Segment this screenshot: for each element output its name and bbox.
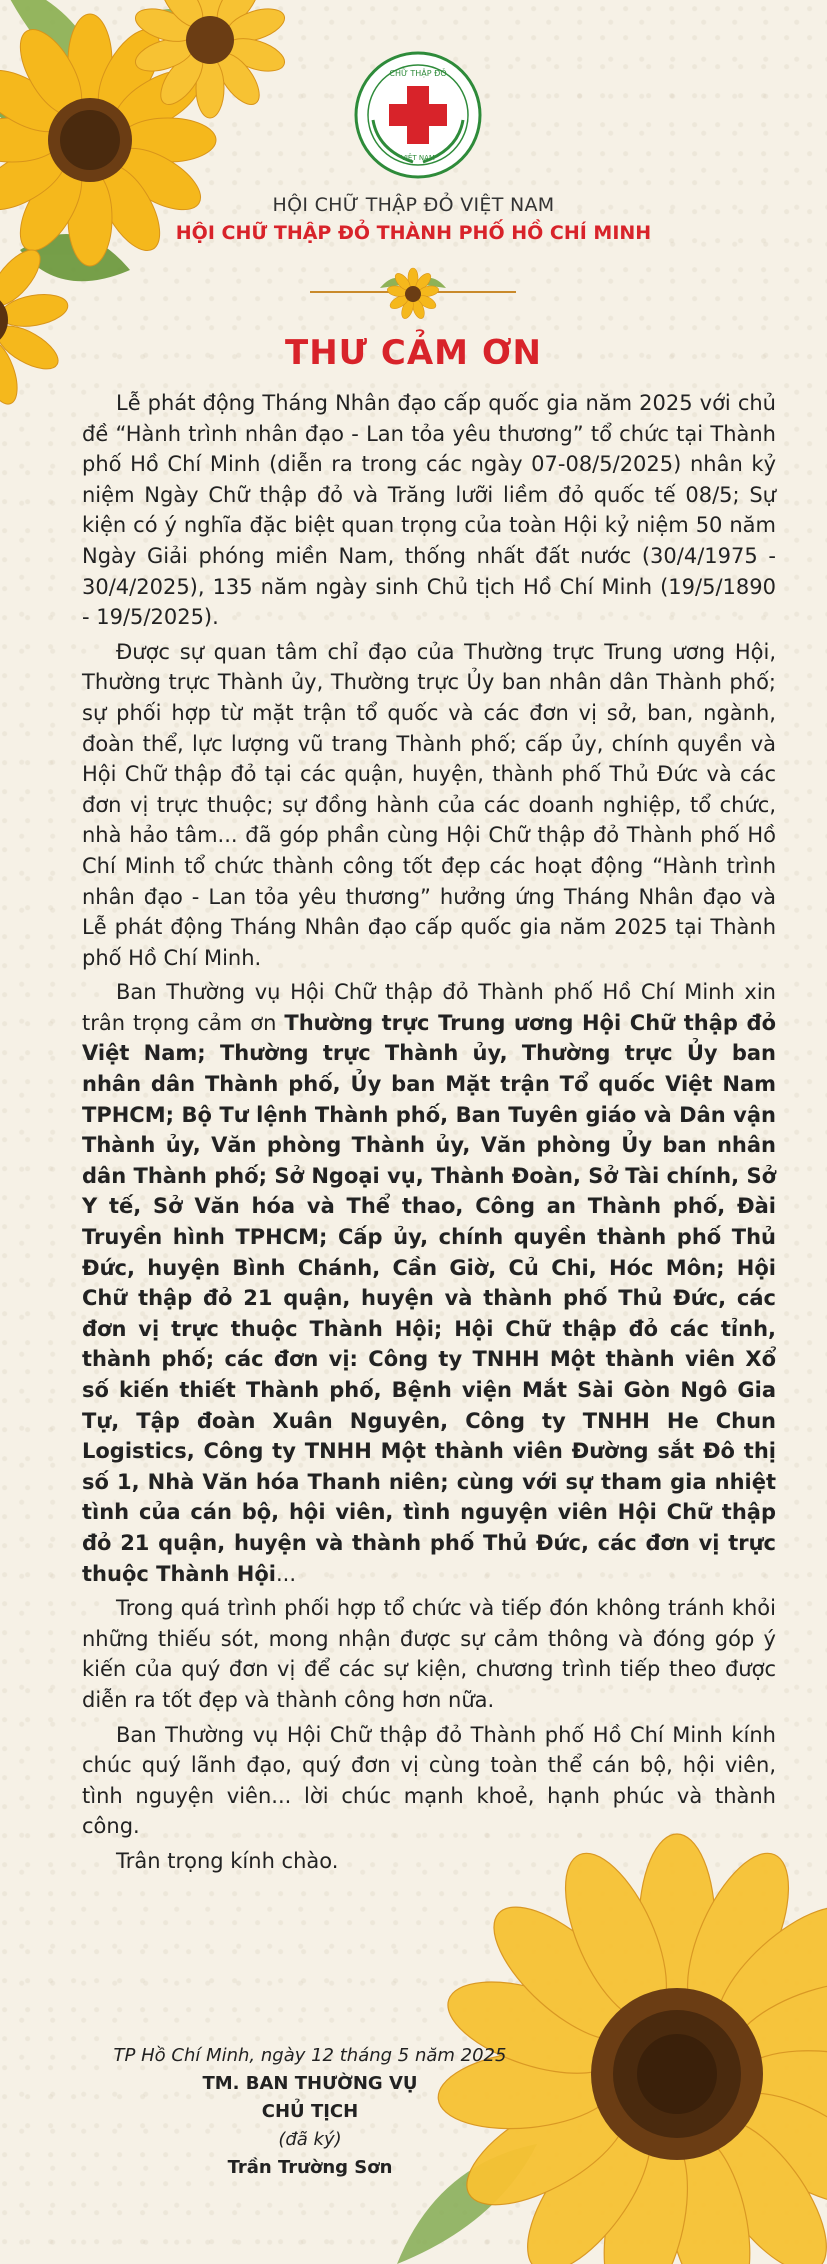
paragraph-3-ellipsis: ... bbox=[275, 1561, 297, 1586]
org-national-name: HỘI CHỮ THẬP ĐỎ VIỆT NAM bbox=[272, 194, 555, 216]
signed-note: (đã ký) bbox=[278, 2129, 342, 2150]
signature-block bbox=[110, 2042, 510, 2182]
signer-name: Trần Trường Sơn bbox=[227, 2157, 393, 2178]
sunflower-divider-icon bbox=[310, 258, 516, 322]
paragraph-5: Ban Thường vụ Hội Chữ thập đỏ Thành phố Hồ Chí Minh kính chúc quý lãnh đạo, quý đơn vị cùng toàn thể cán bộ, hội viên, tình nguyện viên... lời chúc mạnh khoẻ, hạnh phúc và thành công. bbox=[82, 1722, 776, 1839]
paragraph-6-closing: Trân trọng kính chào. bbox=[116, 1848, 339, 1873]
letter-title: THƯ CẢM ƠN bbox=[285, 333, 542, 373]
signature-on-behalf: TM. BAN THƯỜNG VỤ bbox=[202, 2073, 418, 2094]
letter-body bbox=[82, 388, 776, 1881]
logo-text-bottom: VIỆT NAM bbox=[401, 154, 435, 162]
logo-text-top: CHỮ THẬP ĐỎ bbox=[389, 69, 447, 78]
red-cross-logo bbox=[353, 50, 483, 180]
paragraph-3 bbox=[82, 977, 776, 1589]
paragraph-3-intro: Ban Thường vụ Hội Chữ thập đỏ Thành phố Hồ Chí Minh xin trân trọng cảm ơn bbox=[82, 980, 776, 1035]
paragraph-4: Trong quá trình phối hợp tổ chức và tiếp đón không tránh khỏi những thiếu sót, mong nhận được sự cảm thông và đóng góp ý kiến của quý đơn vị để các sự kiện, chương trình tiếp theo được diễn ra tốt đẹp và thành công hơn nữa. bbox=[82, 1596, 776, 1712]
paragraph-3-thanks-list: Thường trực Trung ương Hội Chữ thập đỏ Việt Nam; Thường trực Thành ủy, Thường trực Ủy ban nhân dân Thành phố, Ủy ban Mặt trận Tổ quốc Việt Nam TPHCM; Bộ Tư lệnh Thành phố, Ban Tuyên giáo và Dân vận Thành ủy, Văn phòng Thành ủy, Văn phòng Ủy ban nhân dân Thành phố; Sở Ngoại vụ, Thành Đoàn, Sở Tài chính, Sở Y tế, Sở Văn hóa và Thể thao, Công an Thành phố, Đài Truyền hình TPHCM; Cấp ủy, chính quyền thành phố Thủ Đức, huyện Bình Chánh, Cần Giờ, Củ Chi, Hóc Môn; Hội Chữ thập đỏ 21 quận, huyện và thành phố Thủ Đức, các đơn vị trực thuộc Thành Hội; Hội Chữ thập đỏ các tỉnh, thành phố; các đơn vị: Công ty TNHH Một thành viên Xổ số kiến thiết Thành phố, Bệnh viện Mắt Sài Gòn Ngô Gia Tự, Tập đoàn Xuân Nguyên, Công ty TNHH He Chun Logistics, Công ty TNHH Một thành viên Đường sắt Đô thị số 1, Nhà Văn hóa Thanh niên; cùng với sự tham gia nhiệt tình của cán bộ, hội viên, tình nguyện viên Hội Chữ thập đỏ 21 quận, huyện và thành phố Thủ Đức, các đơn vị trực thuộc Thành Hội bbox=[82, 1010, 777, 1586]
signature-position: CHỦ TỊCH bbox=[261, 2101, 359, 2122]
paragraph-2: Được sự quan tâm chỉ đạo của Thường trực Trung ương Hội, Thường trực Thành ủy, Thường trực Ủy ban nhân dân Thành phố; sự phối hợp từ mặt trận tổ quốc và các đơn vị sở, ban, ngành, đoàn thể, lực lượng vũ trang Thành phố; cấp ủy, chính quyền và Hội Chữ thập đỏ tại các quận, huyện, thành phố Thủ Đức và các đơn vị trực thuộc; sự đồng hành của các doanh nghiệp, tổ chức, nhà hảo tâm... đã góp phần cùng Hội Chữ thập đỏ Thành phố Hồ Chí Minh tổ chức thành công tốt đẹp các hoạt động “Hành trình nhân đạo - Lan tỏa yêu thương” hưởng ứng Tháng Nhân đạo và Lễ phát động Tháng Nhân đạo cấp quốc gia năm 2025 tại Thành phố Hồ Chí Minh. bbox=[82, 639, 776, 970]
place-date: TP Hồ Chí Minh, ngày 12 tháng 5 năm 2025 bbox=[113, 2045, 507, 2066]
org-city-name: HỘI CHỮ THẬP ĐỎ THÀNH PHỐ HỒ CHÍ MINH bbox=[175, 222, 652, 244]
paragraph-1: Lễ phát động Tháng Nhân đạo cấp quốc gia năm 2025 với chủ đề “Hành trình nhân đạo - Lan tỏa yêu thương” tổ chức tại Thành phố Hồ Chí Minh (diễn ra trong các ngày 07-08/5/2025) nhân kỷ niệm Ngày Chữ thập đỏ và Trăng lưỡi liềm đỏ quốc tế 08/5; Sự kiện có ý nghĩa đặc biệt quan trọng của toàn Hội kỷ niệm 50 năm Ngày Giải phóng miền Nam, thống nhất đất nước (30/4/1975 - 30/4/2025), 135 năm ngày sinh Chủ tịch Hồ Chí Minh (19/5/1890 - 19/5/2025). bbox=[82, 391, 776, 630]
